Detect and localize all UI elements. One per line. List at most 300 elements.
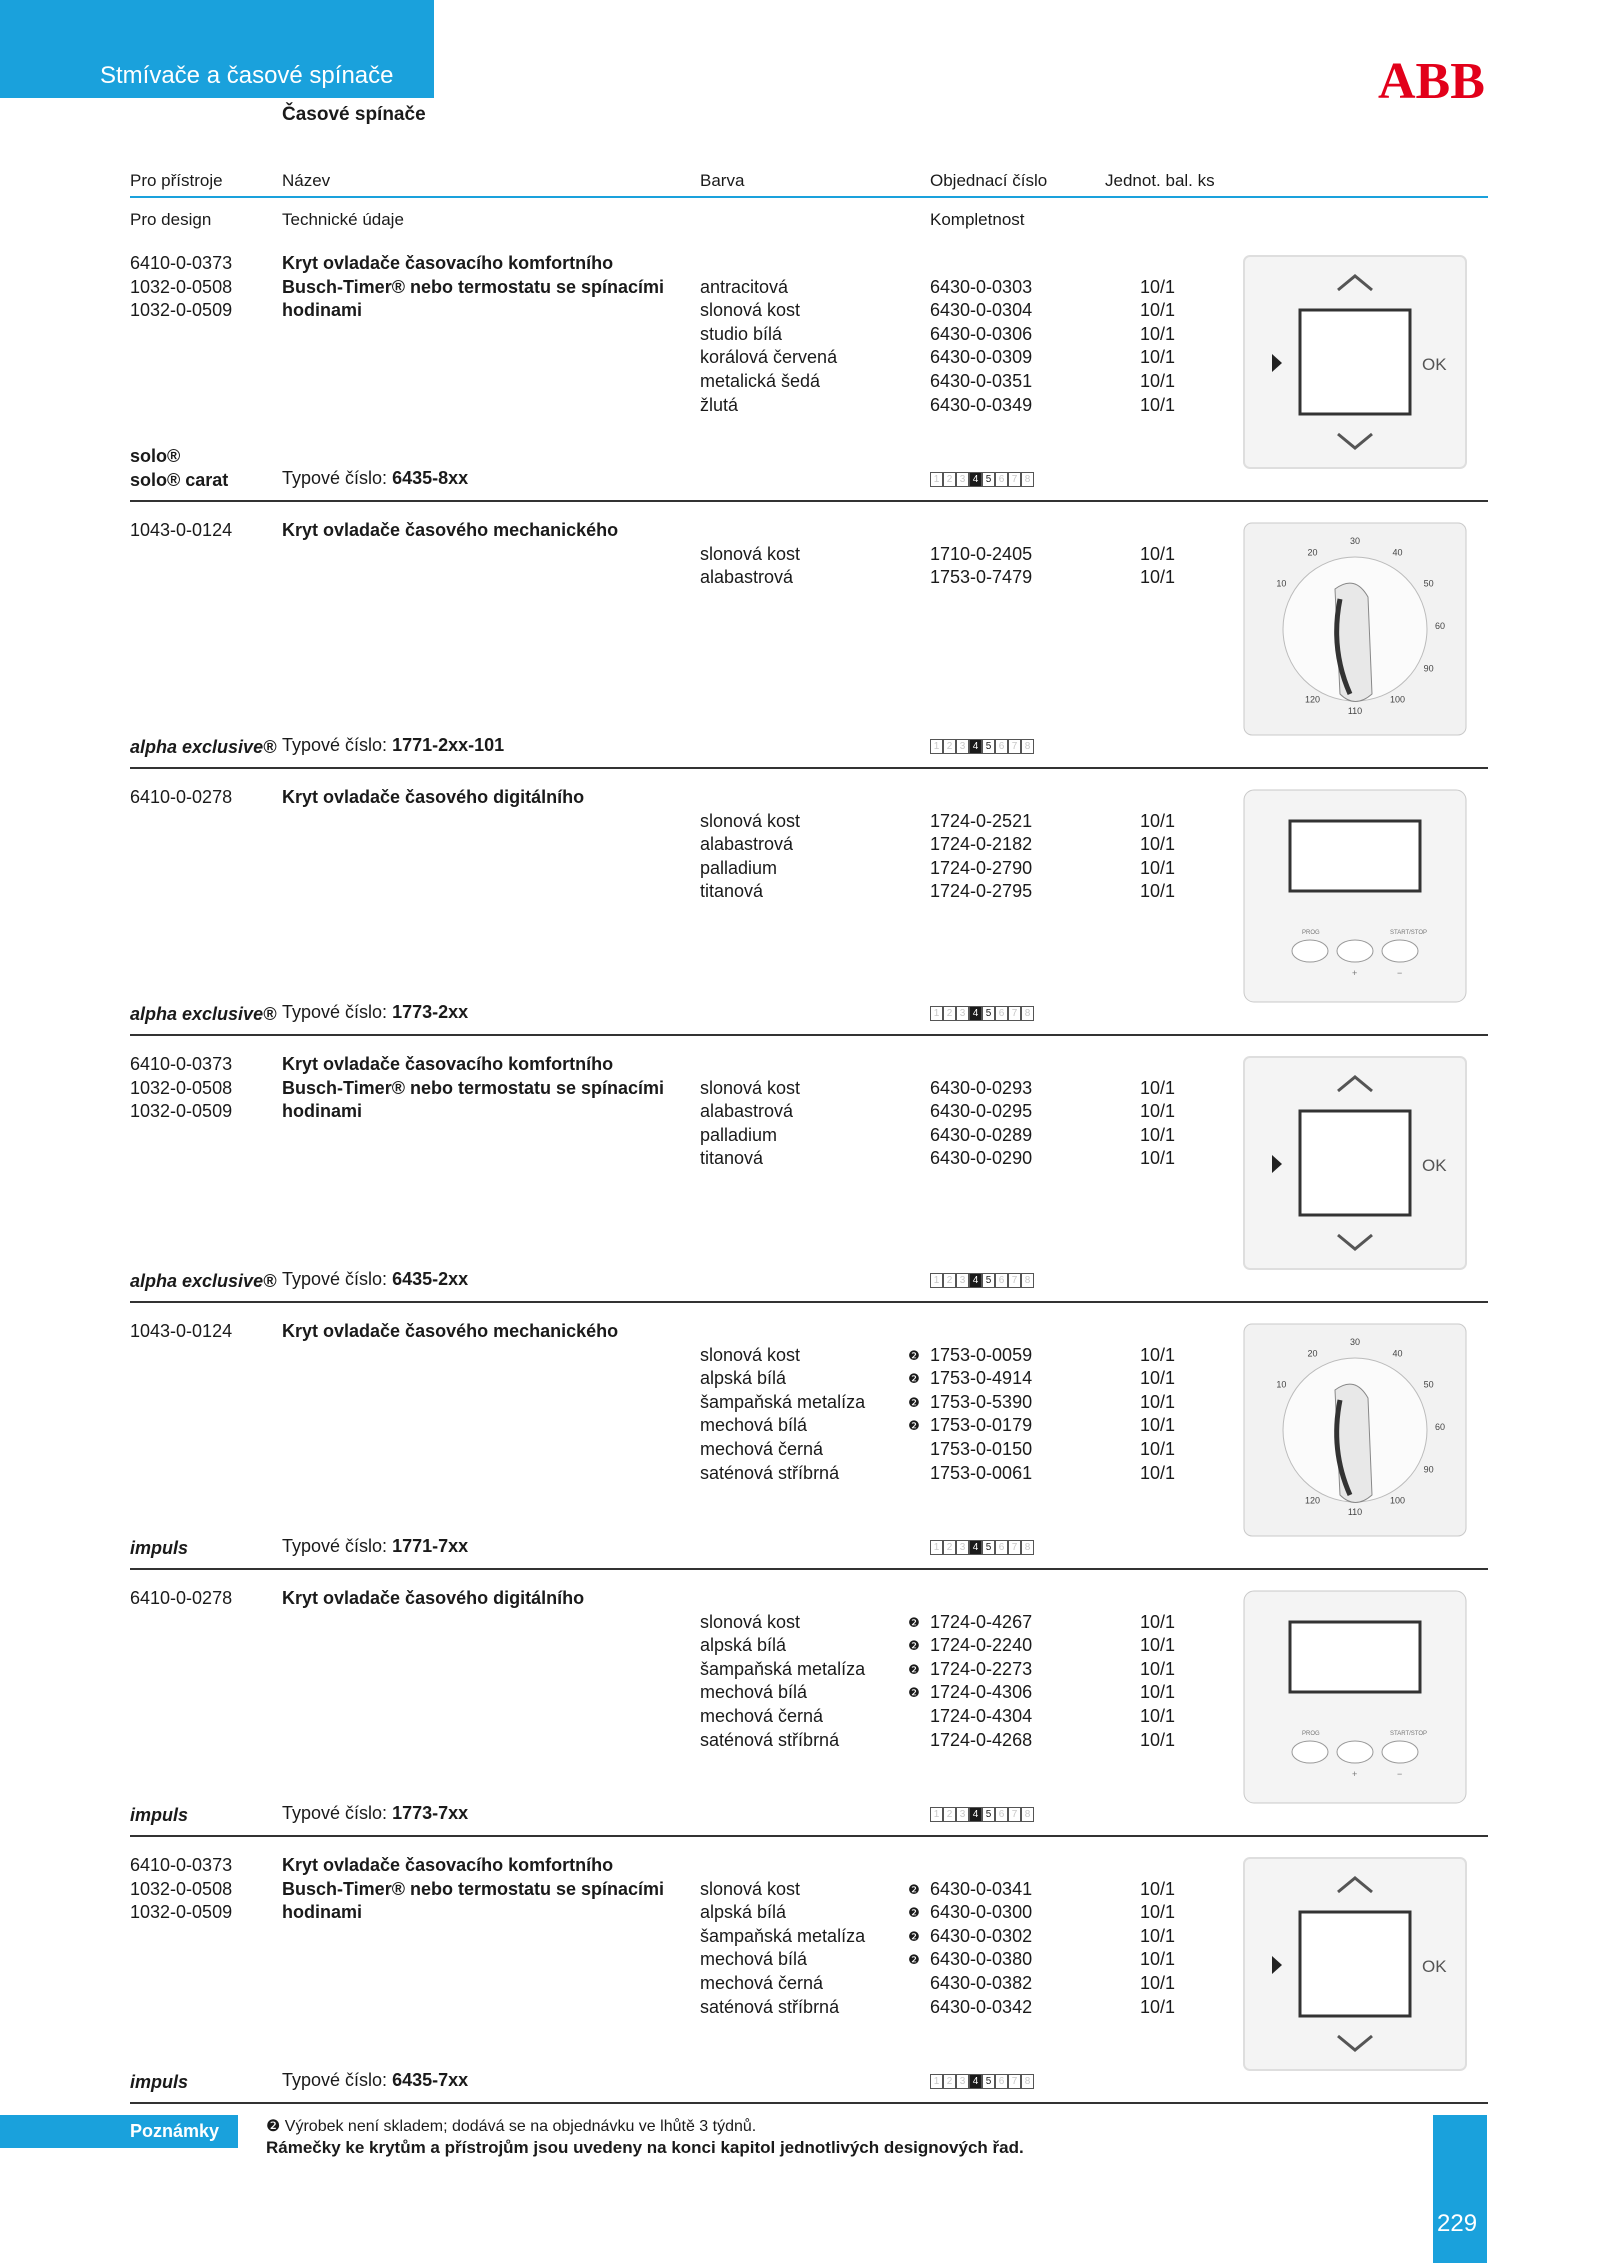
product-name bbox=[282, 519, 618, 543]
type-label: Typové číslo: bbox=[282, 1002, 388, 1022]
svg-text:OK: OK bbox=[1422, 1156, 1447, 1175]
completeness-box: 3 bbox=[956, 1273, 969, 1288]
product-name-line: Busch-Timer® nebo termostatu se spínacími bbox=[282, 1077, 665, 1098]
pack-quantity: 10/1 bbox=[1140, 300, 1176, 321]
completeness-box: 8 bbox=[1021, 1540, 1034, 1555]
order-number: 6430-0-0382 bbox=[930, 1972, 1033, 1993]
color-name: metalická šedá bbox=[700, 370, 821, 391]
order-number: 1724-0-2182 bbox=[930, 834, 1033, 855]
color-name: antracitová bbox=[700, 276, 789, 297]
svg-text:120: 120 bbox=[1304, 694, 1321, 705]
design-series bbox=[130, 1536, 188, 1560]
completeness-box: 7 bbox=[1008, 2074, 1021, 2089]
digital-timer-cover-icon bbox=[1240, 786, 1485, 1006]
product-name-line: hodinami bbox=[282, 1902, 362, 1923]
completeness-indicator bbox=[930, 739, 1034, 754]
svg-text:120: 120 bbox=[1304, 1495, 1321, 1506]
svg-text:20: 20 bbox=[1307, 547, 1318, 558]
color-name: mechová černá bbox=[700, 1972, 824, 1993]
notes-footnote: ❷ Výrobek není skladem; dodává se na objednávku ve lhůtě 3 týdnů. bbox=[266, 2118, 757, 2135]
product-section bbox=[0, 519, 1600, 786]
completeness-box: 4 bbox=[969, 1273, 982, 1288]
completeness-box: 3 bbox=[956, 2074, 969, 2089]
not-in-stock-mark: ❷ bbox=[908, 1614, 920, 1630]
completeness-box: 6 bbox=[995, 1006, 1008, 1021]
device-codes bbox=[130, 1854, 232, 1925]
pack-quantity: 10/1 bbox=[1140, 567, 1176, 588]
pack-quantity: 10/1 bbox=[1140, 1368, 1176, 1389]
not-in-stock-mark: ❷ bbox=[908, 1347, 920, 1363]
product-section bbox=[0, 1854, 1600, 2121]
svg-text:10: 10 bbox=[1276, 578, 1287, 589]
completeness-box: 3 bbox=[956, 1540, 969, 1555]
completeness-indicator bbox=[930, 1273, 1034, 1288]
product-name-line: hodinami bbox=[282, 1101, 362, 1122]
stock-marks bbox=[907, 1878, 921, 1972]
pack-list bbox=[1140, 810, 1175, 904]
color-name: saténová stříbrná bbox=[700, 1462, 840, 1483]
color-name: slonová kost bbox=[700, 1878, 801, 1899]
order-number: 1710-0-2405 bbox=[930, 543, 1033, 564]
order-number: 1753-0-0150 bbox=[930, 1438, 1033, 1459]
svg-text:50: 50 bbox=[1423, 1379, 1434, 1390]
svg-text:60: 60 bbox=[1434, 621, 1446, 631]
design-series bbox=[130, 1269, 276, 1293]
pack-quantity: 10/1 bbox=[1140, 1658, 1176, 1679]
pack-quantity: 10/1 bbox=[1140, 370, 1176, 391]
device-code: 1032-0-0508 bbox=[130, 1878, 233, 1899]
device-code: 1032-0-0509 bbox=[130, 1902, 233, 1923]
order-number: 1724-0-2790 bbox=[930, 857, 1033, 878]
completeness-box: 1 bbox=[930, 1273, 943, 1288]
completeness-box: 5 bbox=[982, 2074, 995, 2089]
color-name: palladium bbox=[700, 1124, 778, 1145]
section-subtitle: Časové spínače bbox=[282, 104, 426, 125]
svg-text:PROG: PROG bbox=[1302, 1731, 1320, 1737]
completeness-box: 5 bbox=[982, 472, 995, 487]
pack-quantity: 10/1 bbox=[1140, 1878, 1176, 1899]
order-number: 6430-0-0306 bbox=[930, 323, 1033, 344]
not-in-stock-mark: ❷ bbox=[908, 1394, 920, 1410]
color-list bbox=[700, 1344, 865, 1486]
type-label: Typové číslo: bbox=[282, 1536, 388, 1556]
color-list bbox=[700, 276, 837, 418]
pack-quantity: 10/1 bbox=[1140, 276, 1176, 297]
completeness-box: 4 bbox=[969, 2074, 982, 2089]
completeness-box: 2 bbox=[943, 1540, 956, 1555]
color-name: šampaňská metalíza bbox=[700, 1391, 866, 1412]
color-name: slonová kost bbox=[700, 1344, 801, 1365]
product-name-line: Kryt ovladače časovacího komfortního bbox=[282, 1855, 614, 1875]
chapter-title: Stmívače a časové spínače bbox=[100, 62, 394, 89]
completeness-box: 1 bbox=[930, 739, 943, 754]
completeness-box: 8 bbox=[1021, 2074, 1034, 2089]
design-name: impuls bbox=[130, 1805, 189, 1825]
col-completeness: Kompletnost bbox=[930, 210, 1025, 229]
svg-text:+: + bbox=[1352, 1769, 1358, 1779]
color-name: saténová stříbrná bbox=[700, 1996, 840, 2017]
svg-text:40: 40 bbox=[1392, 547, 1403, 558]
svg-text:100: 100 bbox=[1389, 1495, 1406, 1506]
color-list bbox=[700, 543, 800, 590]
completeness-box: 2 bbox=[943, 2074, 956, 2089]
color-name: alpská bílá bbox=[700, 1902, 787, 1923]
completeness-box: 1 bbox=[930, 1006, 943, 1021]
device-code: 1032-0-0509 bbox=[130, 300, 233, 321]
color-list bbox=[700, 1077, 800, 1171]
type-number bbox=[282, 468, 468, 489]
type-number bbox=[282, 1002, 468, 1023]
color-name: studio bílá bbox=[700, 323, 783, 344]
product-name-line: Kryt ovladače časového mechanického bbox=[282, 1321, 619, 1341]
device-codes bbox=[130, 519, 232, 543]
color-name: mechová bílá bbox=[700, 1415, 808, 1436]
completeness-box: 8 bbox=[1021, 739, 1034, 754]
completeness-box: 6 bbox=[995, 1540, 1008, 1555]
order-number: 1724-0-4267 bbox=[930, 1611, 1033, 1632]
device-codes bbox=[130, 1053, 232, 1124]
completeness-box: 8 bbox=[1021, 1006, 1034, 1021]
device-code: 1032-0-0508 bbox=[130, 276, 233, 297]
pack-list bbox=[1140, 1611, 1175, 1753]
completeness-box: 3 bbox=[956, 1807, 969, 1822]
order-number: 6430-0-0351 bbox=[930, 370, 1033, 391]
pack-list bbox=[1140, 1344, 1175, 1486]
completeness-box: 3 bbox=[956, 739, 969, 754]
completeness-box: 2 bbox=[943, 1006, 956, 1021]
color-name: šampaňská metalíza bbox=[700, 1658, 866, 1679]
color-name: slonová kost bbox=[700, 810, 801, 831]
color-name: saténová stříbrná bbox=[700, 1729, 840, 1750]
section-rule bbox=[130, 500, 1488, 502]
pack-quantity: 10/1 bbox=[1140, 1925, 1176, 1946]
device-codes bbox=[130, 252, 232, 323]
completeness-box: 5 bbox=[982, 1807, 995, 1822]
completeness-box: 6 bbox=[995, 739, 1008, 754]
color-name: mechová černá bbox=[700, 1438, 824, 1459]
order-number: 1753-0-0179 bbox=[930, 1415, 1033, 1436]
completeness-box: 7 bbox=[1008, 1540, 1021, 1555]
completeness-indicator bbox=[930, 472, 1034, 487]
pack-quantity: 10/1 bbox=[1140, 1462, 1176, 1483]
svg-text:100: 100 bbox=[1389, 694, 1406, 705]
completeness-box: 5 bbox=[982, 1540, 995, 1555]
product-name bbox=[282, 1854, 664, 1925]
completeness-box: 1 bbox=[930, 472, 943, 487]
section-rule bbox=[130, 1301, 1488, 1303]
device-code: 6410-0-0373 bbox=[130, 1054, 233, 1074]
design-name: alpha exclusive® bbox=[130, 1271, 277, 1291]
product-section bbox=[0, 1320, 1600, 1587]
pack-list bbox=[1140, 276, 1175, 418]
not-in-stock-mark: ❷ bbox=[908, 1371, 920, 1387]
not-in-stock-mark: ❷ bbox=[908, 1661, 920, 1677]
order-list bbox=[930, 1611, 1032, 1753]
type-value: 6435-7xx bbox=[392, 2070, 469, 2090]
type-label: Typové číslo: bbox=[282, 468, 388, 488]
completeness-box: 2 bbox=[943, 1807, 956, 1822]
product-section bbox=[0, 1053, 1600, 1320]
completeness-box: 8 bbox=[1021, 1273, 1034, 1288]
product-name bbox=[282, 1053, 664, 1124]
completeness-box: 7 bbox=[1008, 1273, 1021, 1288]
page-number: 229 bbox=[1437, 2210, 1478, 2237]
pack-quantity: 10/1 bbox=[1140, 1972, 1176, 1993]
completeness-box: 8 bbox=[1021, 1807, 1034, 1822]
order-number: 6430-0-0342 bbox=[930, 1996, 1033, 2017]
type-label: Typové číslo: bbox=[282, 1803, 388, 1823]
order-number: 1753-0-0061 bbox=[930, 1462, 1033, 1483]
completeness-box: 2 bbox=[943, 472, 956, 487]
completeness-indicator bbox=[930, 1540, 1034, 1555]
order-number: 6430-0-0304 bbox=[930, 300, 1033, 321]
svg-text:110: 110 bbox=[1347, 706, 1363, 716]
completeness-indicator bbox=[930, 1807, 1034, 1822]
design-name: solo® bbox=[130, 446, 181, 466]
pack-quantity: 10/1 bbox=[1140, 1415, 1176, 1436]
col-color: Barva bbox=[700, 171, 745, 190]
completeness-box: 1 bbox=[930, 1807, 943, 1822]
order-list bbox=[930, 1077, 1032, 1171]
completeness-box: 7 bbox=[1008, 472, 1021, 487]
pack-quantity: 10/1 bbox=[1140, 347, 1176, 368]
type-value: 6435-8xx bbox=[392, 468, 469, 488]
order-list bbox=[930, 1344, 1032, 1486]
device-code: 6410-0-0373 bbox=[130, 1855, 233, 1875]
mechanical-timer-dial-icon bbox=[1240, 1320, 1485, 1540]
completeness-box: 5 bbox=[982, 1006, 995, 1021]
completeness-box: 7 bbox=[1008, 1006, 1021, 1021]
order-number: 1753-0-7479 bbox=[930, 567, 1033, 588]
order-number: 1753-0-0059 bbox=[930, 1344, 1033, 1365]
product-name bbox=[282, 252, 664, 323]
completeness-box: 8 bbox=[1021, 472, 1034, 487]
col-order: Objednací číslo bbox=[930, 171, 1048, 190]
order-number: 1724-0-2795 bbox=[930, 881, 1033, 902]
order-number: 1724-0-4306 bbox=[930, 1682, 1033, 1703]
completeness-box: 2 bbox=[943, 1273, 956, 1288]
order-number: 6430-0-0293 bbox=[930, 1077, 1033, 1098]
type-value: 1773-7xx bbox=[392, 1803, 469, 1823]
type-number bbox=[282, 1536, 468, 1557]
color-name: titanová bbox=[700, 881, 764, 902]
color-name: mechová bílá bbox=[700, 1949, 808, 1970]
product-name-line: Kryt ovladače časového mechanického bbox=[282, 520, 619, 540]
product-name-line: Kryt ovladače časového digitálního bbox=[282, 1588, 585, 1608]
color-name: titanová bbox=[700, 1148, 764, 1169]
device-codes bbox=[130, 1587, 232, 1611]
product-section bbox=[0, 252, 1600, 519]
type-value: 1771-7xx bbox=[392, 1536, 469, 1556]
pack-quantity: 10/1 bbox=[1140, 1996, 1176, 2017]
design-name: solo® carat bbox=[130, 470, 229, 490]
svg-text:40: 40 bbox=[1392, 1348, 1403, 1359]
pack-quantity: 10/1 bbox=[1140, 394, 1176, 415]
color-list bbox=[700, 810, 800, 904]
device-code: 6410-0-0373 bbox=[130, 253, 233, 273]
pack-list bbox=[1140, 1878, 1175, 2020]
product-name bbox=[282, 786, 584, 810]
col-device: Pro přístroje bbox=[130, 171, 223, 190]
pack-quantity: 10/1 bbox=[1140, 1101, 1176, 1122]
col-name: Název bbox=[282, 171, 331, 190]
color-name: slonová kost bbox=[700, 300, 801, 321]
type-number bbox=[282, 2070, 468, 2091]
pack-quantity: 10/1 bbox=[1140, 1344, 1176, 1365]
pack-quantity: 10/1 bbox=[1140, 1077, 1176, 1098]
notes-frames-info: Rámečky ke krytům a přístrojům jsou uvedeny na konci kapitol jednotlivých designových řad. bbox=[266, 2138, 1024, 2157]
color-name: slonová kost bbox=[700, 1611, 801, 1632]
svg-text:90: 90 bbox=[1423, 1464, 1434, 1475]
order-number: 1724-0-4304 bbox=[930, 1705, 1033, 1726]
svg-text:START/STOP: START/STOP bbox=[1390, 1731, 1428, 1737]
product-section bbox=[0, 786, 1600, 1053]
product-name-line: Kryt ovladače časovacího komfortního bbox=[282, 253, 614, 273]
type-number bbox=[282, 1803, 468, 1824]
order-number: 6430-0-0349 bbox=[930, 394, 1033, 415]
pack-list bbox=[1140, 1077, 1175, 1171]
section-rule bbox=[130, 1835, 1488, 1837]
order-number: 6430-0-0309 bbox=[930, 347, 1033, 368]
color-list bbox=[700, 1878, 865, 2020]
svg-text:90: 90 bbox=[1423, 663, 1434, 674]
timer-cover-arrows-ok-icon bbox=[1240, 1053, 1485, 1273]
design-series bbox=[130, 1002, 276, 1026]
not-in-stock-mark: ❷ bbox=[908, 1881, 920, 1897]
svg-text:10: 10 bbox=[1276, 1379, 1287, 1390]
product-name-line: Busch-Timer® nebo termostatu se spínacími bbox=[282, 1878, 665, 1899]
svg-text:60: 60 bbox=[1434, 1422, 1446, 1432]
product-name bbox=[282, 1320, 618, 1344]
mechanical-timer-dial-icon bbox=[1240, 519, 1485, 739]
not-in-stock-mark: ❷ bbox=[908, 1638, 920, 1654]
color-name: slonová kost bbox=[700, 1077, 801, 1098]
color-name: šampaňská metalíza bbox=[700, 1925, 866, 1946]
completeness-box: 4 bbox=[969, 1006, 982, 1021]
order-number: 1724-0-2273 bbox=[930, 1658, 1033, 1679]
pack-quantity: 10/1 bbox=[1140, 834, 1176, 855]
order-number: 6430-0-0289 bbox=[930, 1124, 1033, 1145]
design-series bbox=[130, 735, 276, 759]
page-band bbox=[1433, 2115, 1487, 2263]
completeness-box: 5 bbox=[982, 1273, 995, 1288]
pack-quantity: 10/1 bbox=[1140, 881, 1176, 902]
pack-quantity: 10/1 bbox=[1140, 1391, 1176, 1412]
device-code: 6410-0-0278 bbox=[130, 787, 233, 807]
pack-quantity: 10/1 bbox=[1140, 1705, 1176, 1726]
color-name: alpská bílá bbox=[700, 1368, 787, 1389]
timer-cover-arrows-ok-icon bbox=[1240, 252, 1485, 472]
color-name: alpská bílá bbox=[700, 1635, 787, 1656]
svg-text:110: 110 bbox=[1347, 1507, 1363, 1517]
design-name: alpha exclusive® bbox=[130, 1004, 277, 1024]
abb-logo-icon bbox=[1378, 56, 1488, 102]
device-code: 1032-0-0508 bbox=[130, 1077, 233, 1098]
type-label: Typové číslo: bbox=[282, 735, 388, 755]
svg-text:−: − bbox=[1397, 968, 1403, 978]
type-value: 1771-2xx-101 bbox=[392, 735, 505, 755]
stock-marks bbox=[907, 1611, 921, 1705]
svg-text:PROG: PROG bbox=[1302, 930, 1320, 936]
device-code: 6410-0-0278 bbox=[130, 1588, 233, 1608]
color-name: alabastrová bbox=[700, 567, 794, 588]
order-number: 1724-0-2240 bbox=[930, 1635, 1033, 1656]
design-series bbox=[130, 444, 228, 492]
order-number: 1753-0-5390 bbox=[930, 1391, 1033, 1412]
not-in-stock-mark: ❷ bbox=[908, 1928, 920, 1944]
pack-quantity: 10/1 bbox=[1140, 1635, 1176, 1656]
completeness-box: 4 bbox=[969, 472, 982, 487]
section-rule bbox=[130, 1568, 1488, 1570]
col-tech: Technické údaje bbox=[282, 210, 404, 229]
order-number: 6430-0-0290 bbox=[930, 1148, 1033, 1169]
svg-text:OK: OK bbox=[1422, 355, 1447, 374]
color-list bbox=[700, 1611, 865, 1753]
not-in-stock-mark: ❷ bbox=[908, 1418, 920, 1434]
svg-text:30: 30 bbox=[1349, 1337, 1361, 1347]
device-codes bbox=[130, 786, 232, 810]
color-name: palladium bbox=[700, 857, 778, 878]
type-number bbox=[282, 735, 504, 756]
pack-quantity: 10/1 bbox=[1140, 1682, 1176, 1703]
design-name: alpha exclusive® bbox=[130, 737, 277, 757]
type-label: Typové číslo: bbox=[282, 1269, 388, 1289]
product-name-line: Busch-Timer® nebo termostatu se spínacími bbox=[282, 276, 665, 297]
order-list bbox=[930, 543, 1032, 590]
device-code: 1043-0-0124 bbox=[130, 520, 233, 540]
section-rule bbox=[130, 2102, 1488, 2104]
order-number: 6430-0-0302 bbox=[930, 1925, 1033, 1946]
order-number: 1724-0-4268 bbox=[930, 1729, 1033, 1750]
svg-text:−: − bbox=[1397, 1769, 1403, 1779]
device-code: 1032-0-0509 bbox=[130, 1101, 233, 1122]
completeness-box: 7 bbox=[1008, 739, 1021, 754]
pack-quantity: 10/1 bbox=[1140, 1148, 1176, 1169]
pack-quantity: 10/1 bbox=[1140, 1949, 1176, 1970]
completeness-indicator bbox=[930, 1006, 1034, 1021]
digital-timer-cover-icon bbox=[1240, 1587, 1485, 1807]
product-name bbox=[282, 1587, 584, 1611]
order-number: 6430-0-0295 bbox=[930, 1101, 1033, 1122]
completeness-box: 4 bbox=[969, 739, 982, 754]
order-number: 6430-0-0300 bbox=[930, 1902, 1033, 1923]
order-list bbox=[930, 1878, 1032, 2020]
notes-label: Poznámky bbox=[0, 2115, 238, 2148]
completeness-box: 1 bbox=[930, 1540, 943, 1555]
pack-quantity: 10/1 bbox=[1140, 323, 1176, 344]
svg-text:50: 50 bbox=[1423, 578, 1434, 589]
completeness-box: 7 bbox=[1008, 1807, 1021, 1822]
not-in-stock-mark: ❷ bbox=[908, 1905, 920, 1921]
completeness-box: 6 bbox=[995, 2074, 1008, 2089]
device-code: 1043-0-0124 bbox=[130, 1321, 233, 1341]
completeness-box: 1 bbox=[930, 2074, 943, 2089]
timer-cover-arrows-ok-icon bbox=[1240, 1854, 1485, 2074]
pack-quantity: 10/1 bbox=[1140, 1611, 1176, 1632]
type-number bbox=[282, 1269, 468, 1290]
device-codes bbox=[130, 1320, 232, 1344]
order-list bbox=[930, 276, 1032, 418]
pack-quantity: 10/1 bbox=[1140, 1124, 1176, 1145]
order-number: 6430-0-0303 bbox=[930, 276, 1033, 297]
color-name: mechová černá bbox=[700, 1705, 824, 1726]
svg-text:+: + bbox=[1352, 968, 1358, 978]
order-number: 6430-0-0341 bbox=[930, 1878, 1033, 1899]
design-name: impuls bbox=[130, 1538, 189, 1558]
svg-text:START/STOP: START/STOP bbox=[1390, 930, 1428, 936]
completeness-indicator bbox=[930, 2074, 1034, 2089]
order-number: 6430-0-0380 bbox=[930, 1949, 1033, 1970]
